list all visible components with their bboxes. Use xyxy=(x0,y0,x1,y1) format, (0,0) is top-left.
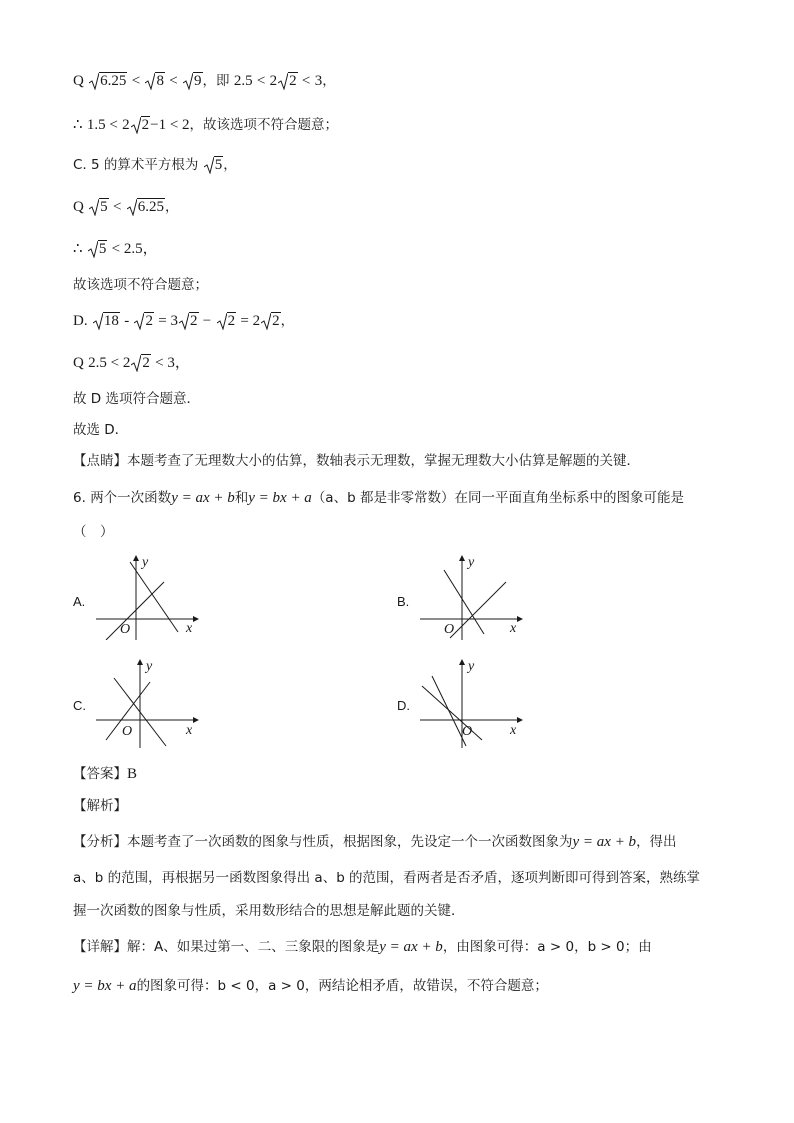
dianjing-tag: 【点睛】 xyxy=(73,453,127,469)
sqrt-8: 8 xyxy=(145,71,165,91)
line-8: Q 2.5 < 2 2 < 3， xyxy=(73,355,190,371)
sqrt-2: 2 xyxy=(261,311,281,331)
y-label: y xyxy=(146,659,153,674)
line-6: 故该选项不符合题意； xyxy=(73,277,208,293)
line-7: D. 18 - 2 = 3 2 − 2 = 2 2， xyxy=(73,313,295,329)
origin-label: O xyxy=(462,724,473,739)
y-label: y xyxy=(468,555,475,570)
therefore-symbol: Q xyxy=(73,73,84,89)
answer-value: B xyxy=(127,766,138,782)
origin-label: O xyxy=(122,724,133,739)
option-c-label[interactable]: C. xyxy=(73,698,86,713)
line-4: Q 5 < 6.25， xyxy=(73,199,179,215)
sqrt-2: 2 xyxy=(131,353,151,373)
option-b-label[interactable]: B. xyxy=(397,594,410,609)
origin-label: O xyxy=(444,622,455,637)
x-label: x xyxy=(510,621,517,636)
option-d-label[interactable]: D. xyxy=(397,698,410,713)
graph-b[interactable] xyxy=(418,552,530,640)
y-label: y xyxy=(142,555,149,570)
line-9: 故 D 选项符合题意． xyxy=(73,391,200,407)
answer-line xyxy=(73,764,137,784)
graph-a[interactable] xyxy=(94,552,206,640)
dianjing-line: 【点睛】本题考查了无理数大小的估算，数轴表示无理数，掌握无理数大小估算是解题的关键． xyxy=(73,453,640,469)
graph-c[interactable] xyxy=(94,656,206,748)
line-2: ∴ 1.5 < 2 2−1 < 2，故该选项不符合题意； xyxy=(73,117,339,133)
sqrt-18: 18 xyxy=(93,311,120,331)
sqrt-6-25: 6.25 xyxy=(89,71,127,91)
fenxi-line-3: 握一次函数的图象与性质，采用数形结合的思想是解此题的关键． xyxy=(73,903,465,919)
jiexi-tag: 【解析】 xyxy=(73,798,127,814)
line-1 xyxy=(422,686,482,740)
question-6: 6. 两个一次函数y = ax + b和y = bx + a（a、b 都是非零常数）在同一平面直角坐标系中的图象可能是 xyxy=(73,490,684,506)
sqrt-2: 2 xyxy=(134,311,154,331)
line-2 xyxy=(130,562,178,632)
sqrt-2: 2 xyxy=(278,71,298,91)
answer-tag: 【答案】 xyxy=(73,766,127,782)
line-2 xyxy=(450,582,506,638)
x-label: x xyxy=(186,723,193,738)
line-10: 故选 D． xyxy=(73,422,129,438)
line-5: ∴ 5 < 2.5， xyxy=(73,241,158,257)
fenxi-line-1: 【分析】本题考查了一次函数的图象与性质，根据图象，先设定一个一次函数图象为y = ax + b，得出 xyxy=(73,834,677,850)
x-label: x xyxy=(186,621,193,636)
question-6-paren: （ ） xyxy=(73,524,114,540)
line-1: Q 6.25 < 8 < 9，即 2.5 < 2 2 < 3， xyxy=(73,73,336,89)
x-label: x xyxy=(510,723,517,738)
jiexi-line xyxy=(73,796,127,816)
xiangjie-line-1: 【详解】解：A、如果过第一、二、三象限的图象是y = ax + b，由图象可得：a > 0，b > 0；由 xyxy=(73,939,652,955)
origin-label: O xyxy=(120,622,131,637)
line-3: C. 5 的算术平方根为 5， xyxy=(73,157,237,173)
sqrt-5: 5 xyxy=(89,197,109,217)
sqrt-9: 9 xyxy=(183,71,203,91)
sqrt-2: 2 xyxy=(217,311,237,331)
option-a-label[interactable]: A. xyxy=(73,594,86,609)
line-2 xyxy=(432,676,466,746)
graph-d[interactable] xyxy=(418,656,530,748)
sqrt-2: 2 xyxy=(179,311,199,331)
xiangjie-tag: 【详解】 xyxy=(73,939,127,955)
fenxi-tag: 【分析】 xyxy=(73,834,127,850)
xiangjie-line-2: y = bx + a的图象可得：b < 0，a > 0，两结论相矛盾，故错误，不符合题意； xyxy=(73,978,548,994)
y-label: y xyxy=(468,659,475,674)
line-1 xyxy=(106,582,164,640)
fenxi-line-2: a、b 的范围，再根据另一函数图象得出 a、b 的范围，看两者是否矛盾，逐项判断即可得到答案，熟练掌 xyxy=(73,870,701,886)
sqrt-2: 2 xyxy=(131,115,151,135)
sqrt-5: 5 xyxy=(88,239,108,259)
sqrt-6-25: 6.25 xyxy=(127,197,165,217)
sqrt-5: 5 xyxy=(204,155,224,175)
